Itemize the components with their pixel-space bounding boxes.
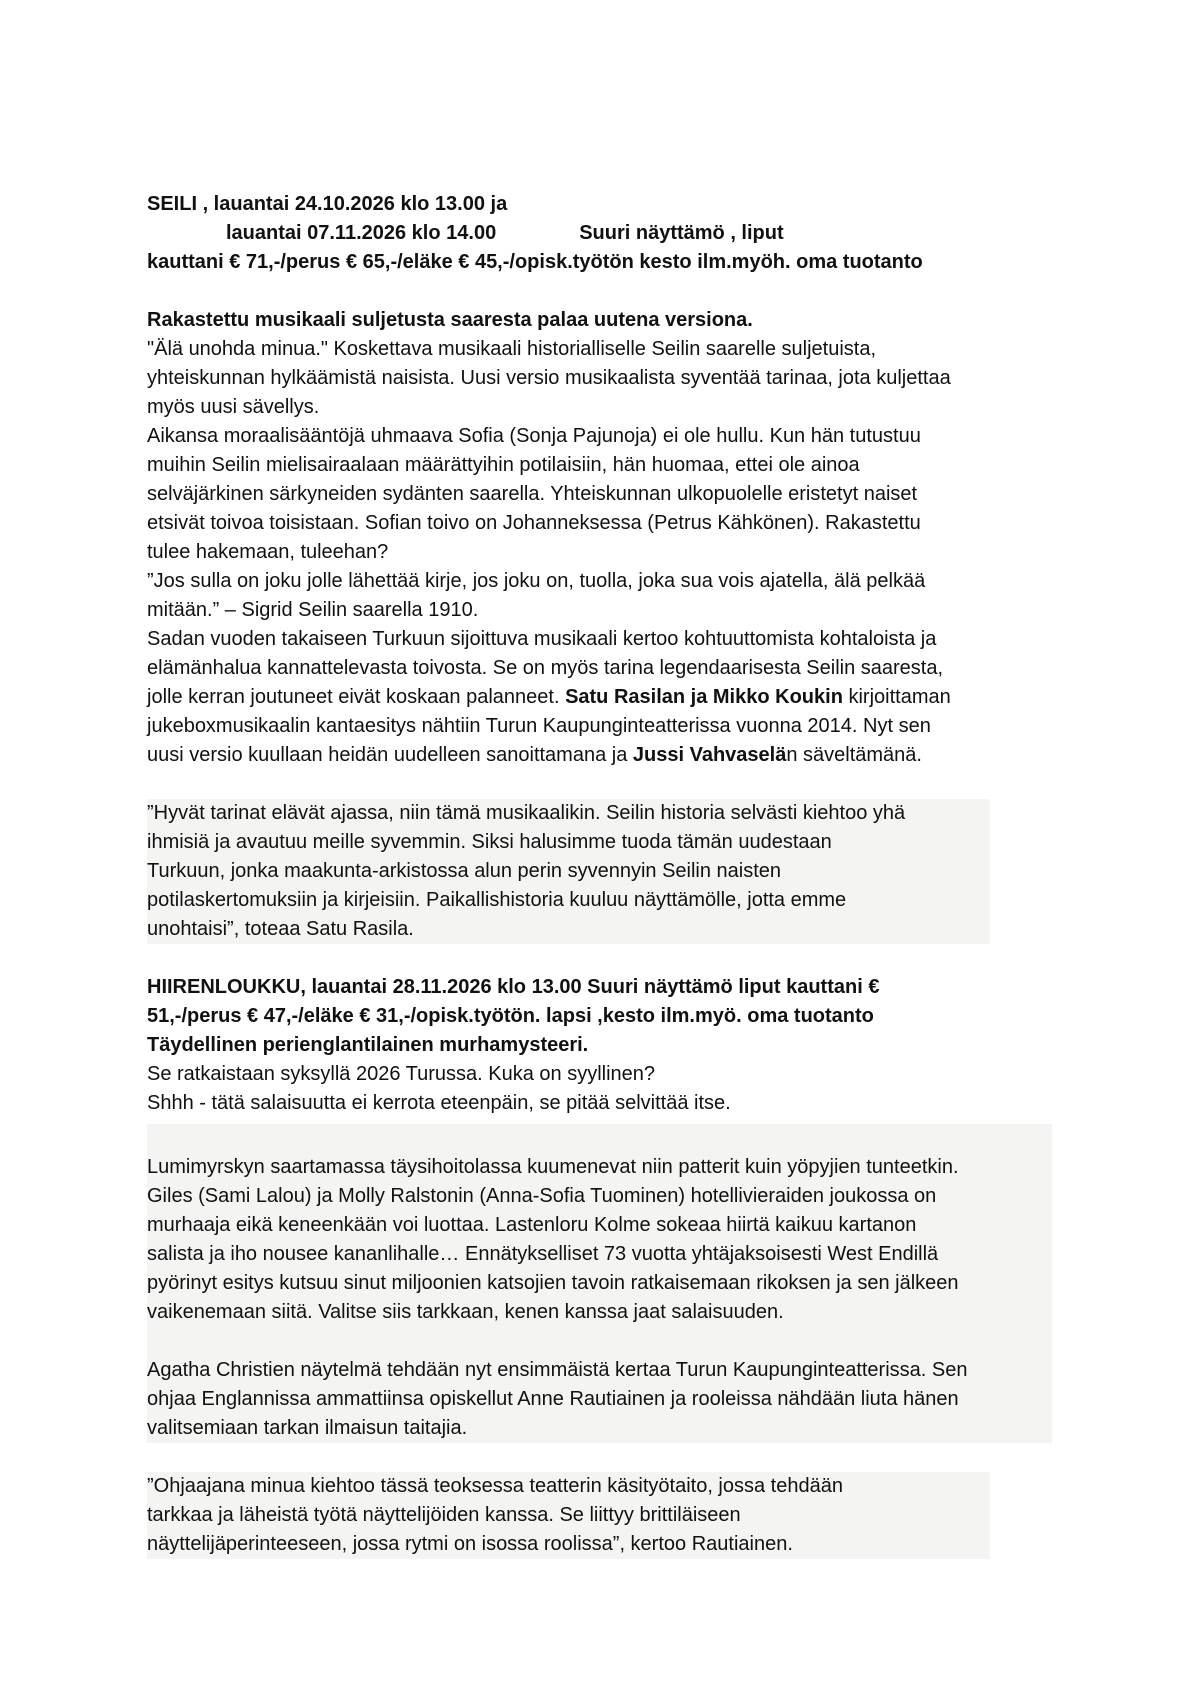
quote-line: unohtaisi”, toteaa Satu Rasila. (147, 918, 414, 940)
authors-bold: Satu Rasilan ja Mikko Koukin (565, 686, 843, 708)
text-line: Lumimyrskyn saartamassa täysihoitolassa kuumenevat niin patterit kuin yöpyjien tunteetkin. (147, 1156, 959, 1178)
seili-header-line-2 (147, 219, 1067, 248)
text-line: tulee hakemaan, tuleehan? (147, 541, 389, 563)
seili-date-2: lauantai 07.11.2026 klo 14.00 (226, 222, 497, 244)
text-line: ”Jos sulla on joku jolle lähettää kirje, jos joku on, tuolla, joka sua vois ajatella, älä pelkää (147, 570, 926, 592)
text-line: "Älä unohda minua." Koskettava musikaali historialliselle Seilin saarelle suljetuista, (147, 338, 877, 360)
seili-quote-block (147, 799, 990, 944)
text-line: Sadan vuoden takaiseen Turkuun sijoittuva musikaali kertoo kohtuuttomista kohtaloista ja (147, 628, 937, 650)
text-line: vaikenemaan siitä. Valitse siis tarkkaan, kenen kanssa jaat salaisuuden. (147, 1301, 784, 1323)
text-line: selväjärkinen särkyneiden sydänten saarella. Yhteiskunnan ulkopuolelle eristetyt naiset (147, 483, 918, 505)
text-line: Se ratkaistaan syksyllä 2026 Turussa. Kuka on syyllinen? (147, 1063, 656, 1085)
hiirenloukku-quote-block (147, 1472, 990, 1559)
text-span: n säveltämänä. (786, 744, 922, 766)
text-line: elämänhalua kannattelevasta toivosta. Se on myös tarina legendaarisesta Seilin saaresta, (147, 657, 944, 679)
text-line: Shhh - tätä salaisuutta ei kerrota eteenpäin, se pitää selvittää itse. (147, 1092, 731, 1114)
text-line: Aikansa moraalisääntöjä uhmaava Sofia (Sonja Pajunoja) ei ole hullu. Kun hän tutustuu (147, 425, 921, 447)
text-line: yhteiskunnan hylkäämistä naisista. Uusi versio musikaalista syventää tarinaa, jota kuljettaa (147, 367, 951, 389)
hiirenloukku-header-line-1: HIIRENLOUKKU, lauantai 28.11.2026 klo 13.00 Suuri näyttämö liput kauttani € (147, 976, 880, 998)
text-span: jolle kerran joutuneet eivät koskaan palanneet. (147, 686, 566, 708)
seili-header-line-3: kauttani € 71,-/perus € 65,-/eläke € 45,-/opisk.työtön kesto ilm.myöh. oma tuotanto (147, 251, 923, 273)
seili-header-line-1: SEILI , lauantai 24.10.2026 klo 13.00 ja (147, 193, 508, 215)
document-page (147, 190, 1067, 1559)
text-line: muihin Seilin mielisairaalaan määrättyihin potilaisiin, hän huomaa, ettei ole ainoa (147, 454, 860, 476)
composer-bold: Jussi Vahvaselä (632, 744, 787, 766)
seili-body (147, 335, 1067, 770)
text-line: Giles (Sami Lalou) ja Molly Ralstonin (Anna-Sofia Tuominen) hotellivieraiden joukossa on (147, 1185, 937, 1207)
text-line: myös uusi sävellys. (147, 396, 320, 418)
quote-line: ihmisiä ja avautuu meille syvemmin. Siksi halusimme tuoda tämän uudestaan (147, 831, 832, 853)
text-span: uusi versio kuullaan heidän uudelleen sanoittamana ja (147, 744, 633, 766)
text-line: valitsemiaan tarkan ilmaisun taitajia. (147, 1417, 468, 1439)
text-line: salista ja iho nousee kananlihalle… Ennätykselliset 73 vuotta yhtäjaksoisesti West Endillä (147, 1243, 939, 1265)
seili-lead: Rakastettu musikaali suljetusta saaresta palaa uutena versiona. (147, 309, 753, 331)
quote-line: Turkuun, jonka maakunta-arkistossa alun perin syvennyin Seilin naisten (147, 860, 782, 882)
text-line: mitään.” – Sigrid Seilin saarella 1910. (147, 599, 479, 621)
quote-line: ”Hyvät tarinat elävät ajassa, niin tämä musikaalikin. Seilin historia selvästi kiehtoo yhä (147, 802, 906, 824)
hiirenloukku-lead: Täydellinen perienglantilainen murhamysteeri. (147, 1034, 589, 1056)
text-line (147, 741, 1067, 770)
text-line: jukeboxmusikaalin kantaesitys nähtiin Turun Kaupunginteatterissa vuonna 2014. Nyt sen (147, 715, 931, 737)
quote-line: näyttelijäperinteeseen, jossa rytmi on isossa roolissa”, kertoo Rautiainen. (147, 1533, 793, 1555)
text-line: etsivät toivoa toisistaan. Sofian toivo on Johanneksessa (Petrus Kähkönen). Rakastettu (147, 512, 921, 534)
text-line: pyörinyt esitys kutsuu sinut miljoonien katsojien tavoin ratkaisemaan rikoksen ja sen jälkeen (147, 1272, 959, 1294)
text-line: Agatha Christien näytelmä tehdään nyt ensimmäistä kertaa Turun Kaupunginteatterissa. Sen (147, 1359, 968, 1381)
quote-line: ”Ohjaajana minua kiehtoo tässä teoksessa teatterin käsityötaito, jossa tehdään (147, 1475, 843, 1497)
text-span: kirjoittaman (842, 686, 951, 708)
seili-venue: Suuri näyttämö , liput (579, 222, 784, 244)
hiirenloukku-shaded-block (147, 1124, 1052, 1443)
text-line (147, 683, 1067, 712)
text-line: murhaaja eikä keneenkään voi luottaa. Lastenloru Kolme sokeaa hiirtä kaikuu kartanon (147, 1214, 917, 1236)
quote-line: tarkkaa ja läheistä työtä näyttelijöiden kanssa. Se liittyy brittiläiseen (147, 1504, 741, 1526)
hiirenloukku-header-line-2: 51,-/perus € 47,-/eläke € 31,-/opisk.työtön. lapsi ,kesto ilm.myö. oma tuotanto (147, 1005, 874, 1027)
quote-line: potilaskertomuksiin ja kirjeisiin. Paikallishistoria kuuluu näyttämölle, jotta emme (147, 889, 847, 911)
text-line: ohjaa Englannissa ammattiinsa opiskellut Anne Rautiainen ja rooleissa nähdään liuta hänen (147, 1388, 959, 1410)
